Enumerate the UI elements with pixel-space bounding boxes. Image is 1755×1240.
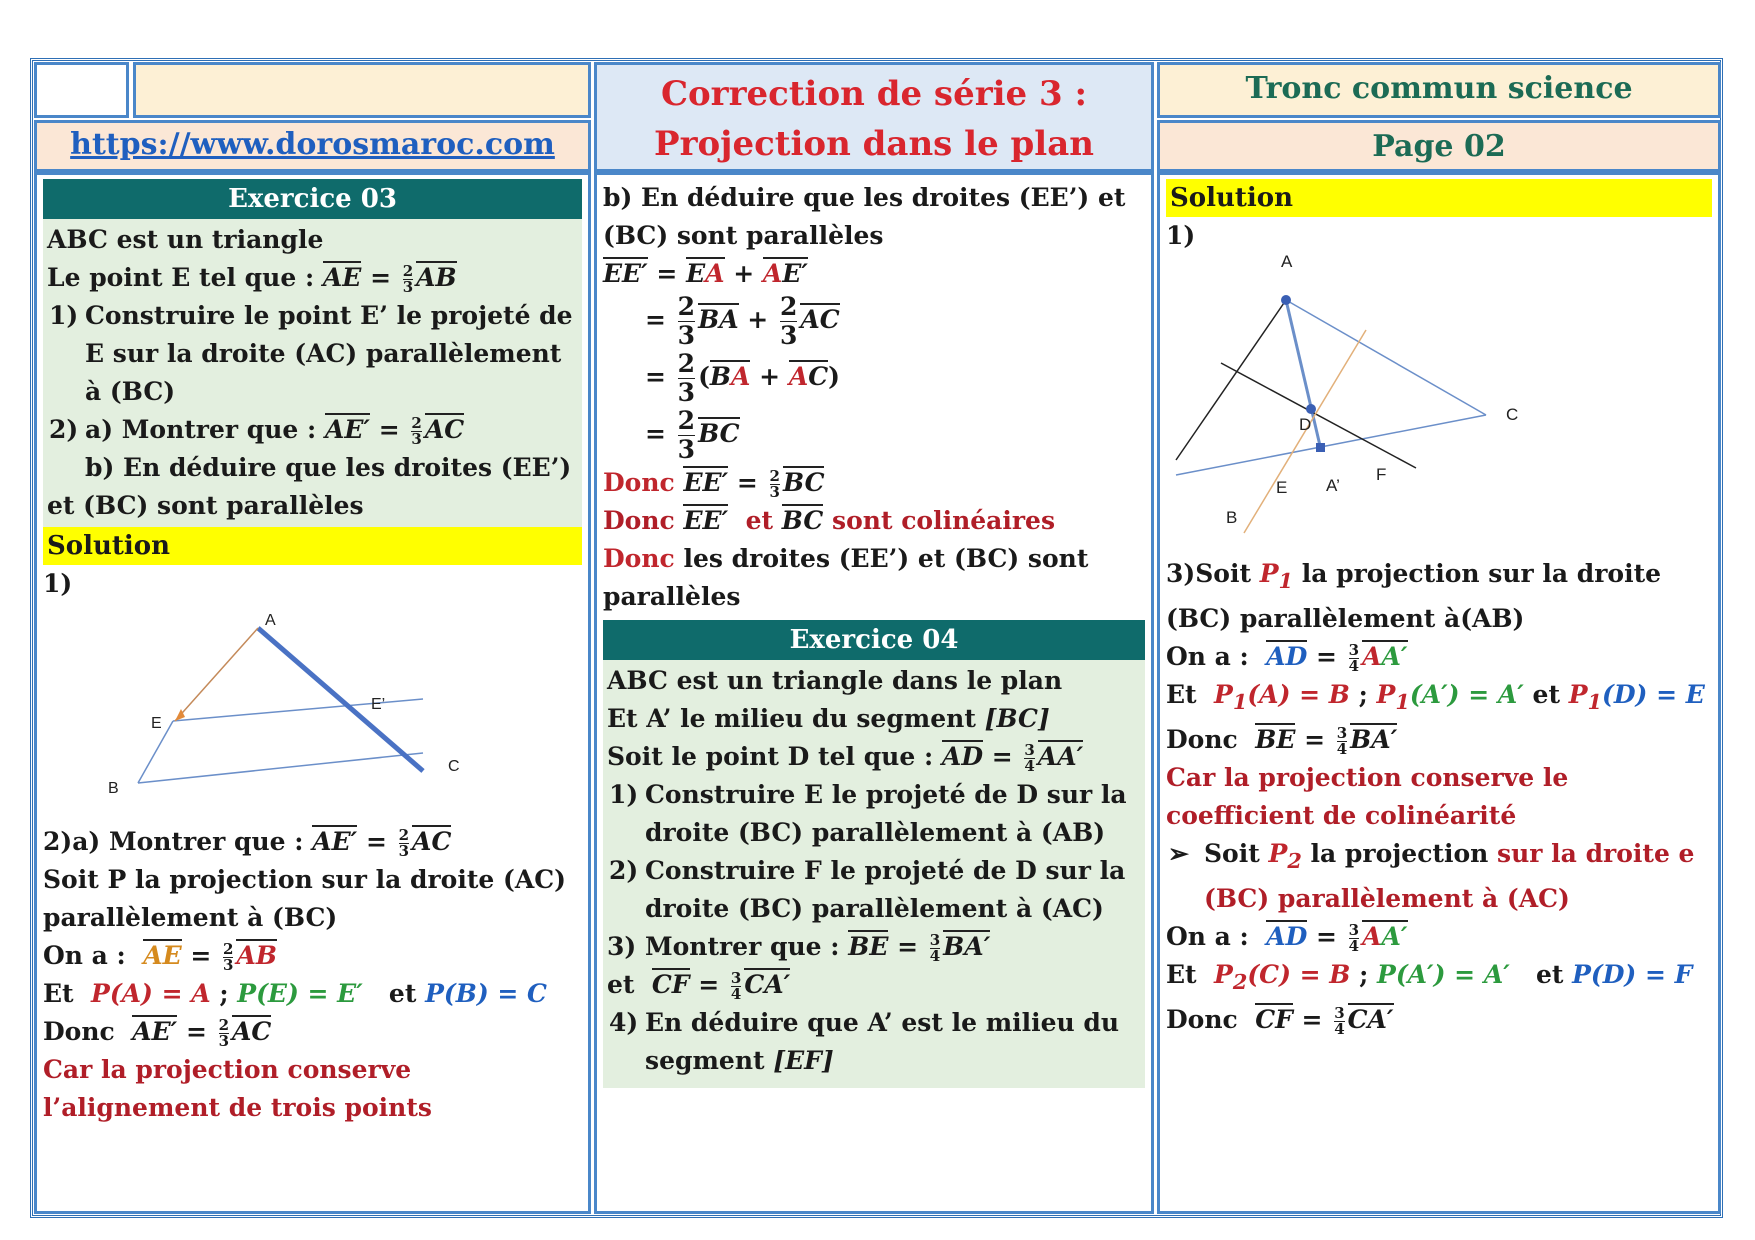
title-box [594,62,1154,172]
fig2-label-C: C [1506,405,1519,424]
ex4-q1: 1) Construire E le projeté de D sur la droite (BC) parallèlement à (AB) [609,780,1127,847]
label-E-prime: E’ [371,696,386,713]
site-link[interactable]: https://www.dorosmaroc.com [34,120,591,172]
figure-ex3 [43,603,583,823]
level-label: Tronc commun science [1157,62,1721,118]
ex3-q2a: 2) a) Montrer que : AE′ = $\frac{2}{3}$ AC [49,414,465,448]
sol1-et: Et P(A) = A ; P(E) = E′ et P(B) = C [43,979,547,1008]
column-1 [34,172,591,1214]
column-3 [1157,172,1721,1214]
sol2-et2: Et $P_2(C) = B$ ; P(A′) = A′ et P(D) = F [1166,960,1693,994]
sol2-soit: ➢ Soit $P_2$ la projection sur la droite e (BC) parallèlement à (AC) [1168,839,1695,913]
ex3-q1: 1) Construire le point E’ le projeté de E sur la droite (AC) parallèlement à (BC) [49,301,573,406]
sol1-step2a: 2)a) Montrer que : AE′ = $\frac{2}{3}$ AC [43,826,452,860]
sol2-step1: 1) [1166,221,1196,250]
solution-bar-2: Solution [1166,179,1712,217]
label-B: B [108,780,119,797]
sol1-step2b: Soit P la projection sur la droite (AC) parallèlement à (BC) [43,865,566,932]
exercise-04-block [603,620,1145,1088]
fig2-label-E: E [1276,478,1288,497]
donc-line1: Donc EE′ = $\frac{2}{3}$ BC [603,467,825,501]
sol2-ona2: On a : AD = $\frac{3}{4}$ AA′ [1166,921,1408,955]
sol2-donc2: Donc CF = $\frac{3}{4}$ CA′ [1166,1004,1394,1038]
sol2-donc: Donc BE = $\frac{3}{4}$ BA′ [1166,724,1398,758]
fig2-label-B: B [1226,508,1238,527]
eq-line3: = $\frac{2}{3}$ (BA + AC) [645,349,840,407]
sol2-et: Et $P_1(A) = B$ ; $P_1(A') = A'$ et $P_1(D) = E$ [1166,680,1705,714]
ex4-line2: Et A’ le milieu du segment [BC] [607,704,1050,733]
solution-bar-1: Solution [43,527,582,565]
eq-line4: = $\frac{2}{3}$ BC [645,406,740,464]
label-C: C [448,758,460,775]
sol2-ona: On a : AD = $\frac{3}{4}$ AA′ [1166,641,1408,675]
fig2-label-A: A [1281,255,1293,271]
ex3-q2b: b) En déduire que les droites (EE’) et (BC) sont parallèles [47,453,572,520]
ex4-q3: 3) Montrer que : BE = $\frac{3}{4}$ BA′ [607,931,991,965]
exercise-04-title: Exercice 04 [603,620,1145,660]
page-number: Page 02 [1157,120,1721,172]
column-2 [594,172,1154,1214]
sol2-step3: 3)Soit $P_1$ la projection sur la droite (BC) parallèlement à(AB) [1166,559,1662,633]
ex4-line3: Soit le point D tel que : AD = $\frac{3}{4}$ AA′ [607,741,1084,775]
fig2-label-D: D [1299,415,1312,434]
fig2-label-F: F [1376,465,1387,484]
eq-line2: = $\frac{2}{3}$ BA + $\frac{2}{3}$ AC [645,292,840,350]
ex3-line2: Le point E tel que : AE = $\frac{2}{3}$ AB [47,262,457,296]
sol1-donc: Donc AE′ = $\frac{2}{3}$ AC [43,1016,272,1050]
sol2-car: Car la projection conserve le coefficient de colinéarité [1166,763,1569,830]
label-A: A [265,612,276,629]
logo-box [34,62,129,118]
label-E: E [151,715,162,732]
exercise-03-title: Exercice 03 [43,179,582,219]
ex4-q3-et: et CF = $\frac{3}{4}$ CA′ [607,969,791,1003]
title-line1: Correction de série 3 : [660,74,1088,114]
sol1-step1: 1) [43,569,73,598]
donc-line3: Donc les droites (EE’) et (BC) sont parallèles [603,544,1089,611]
exercise-03-block [43,179,582,527]
figure-ex4 [1166,255,1706,555]
fig2-label-A-prime: A’ [1326,476,1340,495]
sol1-ona: On a : AE = $\frac{2}{3}$ AB [43,940,277,974]
donc-line2: Donc EE′ et BC sont colinéaires [603,506,1056,535]
sol1-conclusion: Car la projection conserve l’alignement de trois points [43,1055,432,1122]
header-blank-box [133,62,591,118]
ex4-line1: ABC est un triangle dans le plan [607,666,1063,695]
ex3-b-heading: b) En déduire que les droites (EE’) et (BC) sont parallèles [603,183,1126,250]
ex4-q4: 4) En déduire que A’ est le milieu du segment [EF] [609,1008,1120,1075]
title-line2: Projection dans le plan [654,124,1094,164]
ex3-line1: ABC est un triangle [47,225,324,254]
eq-line1: EE′ = EA + AE′ [603,259,808,288]
ex4-q2: 2) Construire F le projeté de D sur la droite (BC) parallèlement à (AC) [609,856,1126,923]
